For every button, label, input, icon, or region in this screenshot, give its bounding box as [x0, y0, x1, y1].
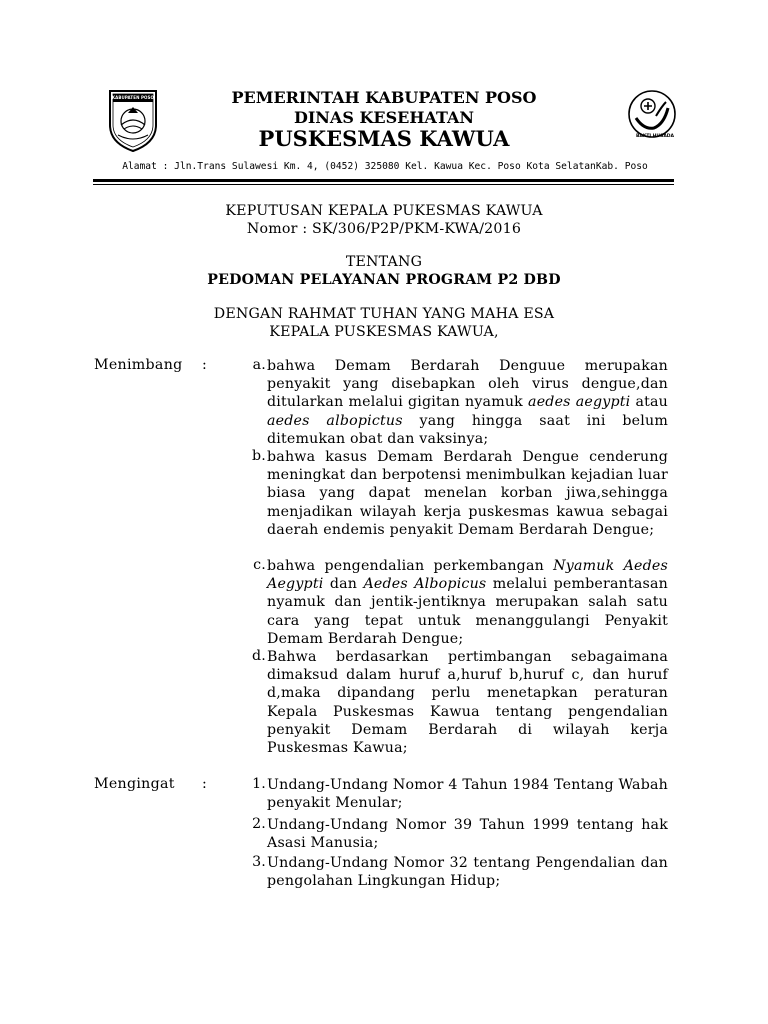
list-marker: 2. [252, 816, 266, 832]
letterhead-government: PEMERINTAH KABUPATEN POSO [231, 88, 537, 107]
list-item [238, 448, 668, 539]
letterhead-institution: PUSKESMAS KAWUA [258, 126, 510, 151]
list-item [238, 557, 668, 648]
decree-subject: PEDOMAN PELAYANAN PROGRAM P2 DBD [207, 272, 561, 288]
section-colon: : [202, 776, 207, 792]
list-item [238, 816, 668, 852]
list-item [238, 776, 668, 812]
section-label-mengingat: Mengingat [94, 776, 175, 792]
list-item [238, 648, 668, 757]
decree-official: KEPALA PUSKESMAS KAWUA, [269, 324, 499, 340]
list-marker: b. [252, 448, 266, 464]
decree-blessing: DENGAN RAHMAT TUHAN YANG MAHA ESA [213, 306, 555, 322]
list-item-text: Undang-Undang Nomor 39 Tahun 1999 tentang hak Asasi Manusia; [267, 817, 668, 852]
letterhead-department: DINAS KESEHATAN [293, 108, 475, 127]
decree-title: KEPUTUSAN KEPALA PUKESMAS KAWUA [225, 203, 543, 219]
list-item [238, 357, 668, 448]
letterhead-address: Alamat : Jln.Trans Sulawesi Km. 4, (0452) 325080 Kel. Kawua Kec. Poso Kota SelatanKab. Poso [122, 161, 648, 172]
list-marker: 3. [252, 854, 266, 870]
list-item-text: Bahwa berdasarkan pertimbangan sebagaimana dimaksud dalam huruf a,huruf b,huruf c, dan huruf d,maka dipandang perlu menetapkan peraturan Kepala Puskesmas Kawua tentang pengendalian penyakit Demam Berdarah di wilayah kerja Puskesmas Kawua; [267, 649, 668, 757]
list-item [238, 854, 668, 890]
list-marker: d. [252, 648, 266, 664]
section-label-menimbang: Menimbang [94, 357, 183, 373]
list-item-text: Undang-Undang Nomor 4 Tahun 1984 Tentang Wabah penyakit Menular; [267, 777, 668, 812]
letterhead-divider-thin [93, 184, 674, 185]
list-marker: a. [252, 357, 266, 373]
decree-number: Nomor : SK/306/P2P/PKM-KWA/2016 [246, 221, 522, 237]
section-colon: : [202, 357, 207, 373]
list-marker: c. [253, 557, 266, 573]
letterhead-divider-thick [93, 179, 674, 182]
list-item-text: Undang-Undang Nomor 32 tentang Pengendalian dan pengolahan Lingkungan Hidup; [267, 855, 668, 890]
list-item-text: bahwa pengendalian perkembangan Nyamuk Aedes Aegypti dan Aedes Albopicus melalui pemberantasan nyamuk dan jentik-jentiknya merupakan salah satu cara yang tepat untuk menanggulangi Penyakit Demam Berdarah Dengue; [267, 558, 668, 647]
list-item-text: bahwa kasus Demam Berdarah Dengue cenderung meningkat dan berpotensi menimbulkan kejadian luar biasa yang dapat menelan korban jiwa,sehingga menjadikan wilayah kerja puskesmas kawua sebagai daerah endemis penyakit Demam Berdarah Dengue; [267, 449, 668, 538]
list-item-text: bahwa Demam Berdarah Denguue merupakan penyakit yang disebapkan oleh virus dengue,dan ditularkan melalui gigitan nyamuk aedes aegypti atau aedes albopictus yang hingga saat ini belum ditemukan obat dan vaksinya; [267, 358, 668, 447]
decree-about: TENTANG [345, 254, 423, 270]
list-marker: 1. [252, 776, 266, 792]
regency-logo-text: KABUPATEN POSO [111, 95, 155, 100]
bakti-husada-text: BAKTI HUSADA [635, 134, 675, 139]
